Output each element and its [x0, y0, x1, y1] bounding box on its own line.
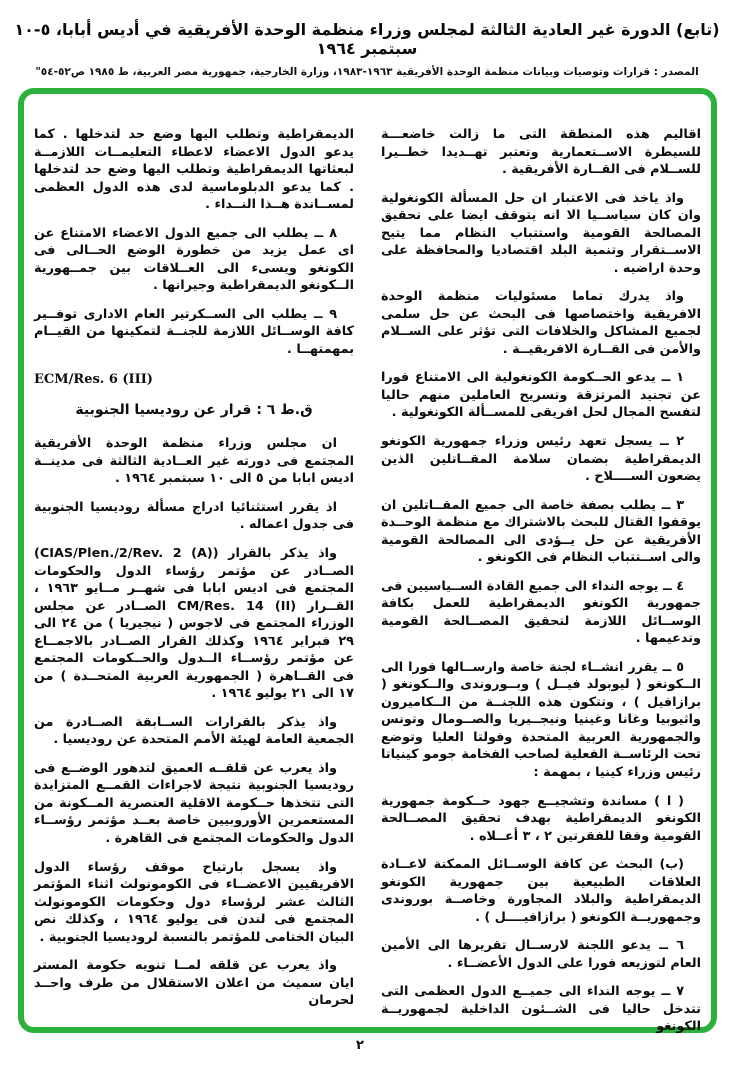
resolution-item-1: ١ ــ يدعو الحــكومة الكونغولية الى الامتناع فورا عن تجنيد المرتزقة وتسريح العاملين منهم حاليا لتفسح المجال لحل افريقى للمســألة الكونغولية . — [381, 370, 701, 421]
paragraph: اقاليم هذه المنطقة التى ما زالت خاضعـــة للسيطرة الاســتعمارية وتعتبر تهــديدا خطــيرا للســلام فى القــارة الأفريقية . — [381, 127, 701, 178]
paragraph: واذ يذكر بالقرار (CIAS/Plen./2/Rev. 2 (A)) الصــادر عن مؤتمر رؤساء الدول والحكومات المجتمع فى اديس ابابا فى شهــر مــايو ١٩٦٣ ، القــرار CM/Res. 14 (II) الصــادر عن مجلس الوزراء المجتمع فى لاجوس ( نيجيريا ) من ٢٤ الى ٢٩ فبراير ١٩٦٤ وكذلك القرار الصــادر بالاجمــاع عن مؤتمر رؤســاء الــدول والحــكومات المجتمع فى القــاهرة ( الجمهورية العربية المتحــدة ) من ١٧ الى ٢١ يوليو ١٩٦٤ . — [34, 546, 355, 702]
resolution-item-5: ٥ ــ يقرر انشــاء لجنة خاصة وارســالها فورا الى الــكونغو ( ليوبولد فيــل ) وبــوروندى والــكونغو ( برازافيل ) ، وتتكون هذه اللجنــة من الــكاميرون واثيوبيا وغانا وغينيا ونيجــيريا والصــومال وتونس والجمهورية العربية المتحدة وفولتا العليا وتوضع تحت الرئاســة الفعلية لصاحب الفخامة جومو كينياتا رئيس وزراء كينيا ، بمهمة : — [381, 659, 701, 780]
paragraph: ان مجلس وزراء منظمة الوحدة الأفريقية المجتمع فى دورته غير العــادية الثالثة فى مدينــة اديس ابابا من ٥ الى ١٠ سبتمبر ١٩٦٤ . — [34, 436, 354, 487]
page-number: ٢ — [356, 1038, 364, 1053]
paragraph: واذ ياخذ فى الاعتبار ان حل المسألة الكونغولية وان كان سياســيا الا انه يتوقف ايضا على تحقيق المصالحة القومية واستتباب النظام مما يتيح الاســتقرار وتنمية البلد اقتصاديا والمحافظة على وحدة اراضيه . — [381, 190, 701, 276]
column-left — [34, 126, 354, 1021]
column-right — [381, 126, 701, 1047]
resolution-item-9: ٩ ــ يطلب الى الســكرتير العام الادارى توفــير كافة الوســائل اللازمة للجنــة لتمكينها من القيــام بمهمتهــا . — [34, 306, 354, 357]
paragraph: واذ يعرب عن قلقــه العميق لتدهور الوضــع فى روديسيا الجنوبية نتيجة لاجراءات القمــع المتزايدة التى تتخذها حــكومة الاقلية العنصرية المــكونة من المستعمرين الأوروبيين خاصة بعــد مؤتمر رؤســاء الدول والحكومات المجتمع فى القاهرة . — [34, 760, 354, 846]
resolution-subitem-a: ( ا ) مساندة وتشجيــع جهود حــكومة جمهورية الكونغو الديمقراطية بهدف تحقيق المصــالحة القومية وفقا للفقرتين ٢ ، ٣ أعــلاه . — [381, 793, 701, 844]
paragraph: واذ يسجل بارتياح موقف رؤساء الدول الافريقيين الاعضــاء فى الكومونولث اثناء المؤتمر الثالث عشر لرؤساء دول وحكومات الكومونولث المجتمع فى لندن فى يوليو ١٩٦٤ ، وكذلك نص البيان الختامى للمؤتمر بالنسبة لروديسيا الجنوبية . — [34, 859, 354, 945]
page-title: (تابع) الدورة غير العادية الثالثة لمجلس وزراء منظمة الوحدة الأفريقية في أديس أبابا، ٥-١٠ سبتمبر ١٩٦٤ — [14, 20, 720, 58]
resolution-item-3: ٣ ــ يطلب بصفة خاصة الى جميع المقــاتلين ان يوقفوا القتال للبحث بالاشتراك مع منظمة الوحــدة الأفريقية عن حل يــؤدى الى المصالحة القومية والى اســتتباب النظام فى الكونغو . — [381, 497, 701, 566]
resolution-subitem-b: (ب) البحث عن كافة الوســائل الممكنة لاعــادة العلاقات الطبيعية بين جمهورية الكونغو الديمقراطية والبلاد المجاورة وخاصــة بوروندى وجمهوريــة الكونغو ( برازافيــــل ) . — [381, 857, 701, 925]
resolution-item-4: ٤ ــ يوجه النداء الى جميع القادة الســياسيين فى جمهورية الكونغو الديمقراطية للعمل بكافة الوســائل اللازمة لتحقيق المصــالحة القومية وتدعيمها . — [381, 578, 701, 647]
paragraph: الديمقراطية وتطلب اليها وضع حد لتدخلها . كما يدعو الدول الاعضاء لاعطاء التعليمــات اللازمــة لبعثاتها الديمقراطية وتطلب اليها وضع حد لتدخلها . كما يدعو الدبلوماسية لدى هذه الدول العظمى لمســاندة هــذا النــداء . — [34, 127, 354, 213]
resolution-ref-ecm: ECM/Res. 6 (III) — [34, 372, 153, 388]
paragraph: واذ يعرب عن قلقه لمــا تنويه حكومة المستر ايان سميث من اعلان الاستقلال من طرف واحــد لحرمان — [34, 958, 354, 1009]
paragraph: واذ يدرك تماما مسئوليات منظمة الوحدة الافريقية واختصاصها فى البحث عن حل سلمى لجميع المشاكل والخلافات التى تؤثر على الســلام والأمن فى القــارة الافريقيــة . — [381, 289, 701, 357]
resolution-item-2: ٢ ــ يسجل تعهد رئيس وزراء جمهورية الكونغو الديمقراطية بضمان سلامة المقــاتلين الذين يضعون الســــلاح . — [381, 433, 701, 485]
source-line: المصدر : قرارات وتوصيات وبيانات منظمة الوحدة الأفريقية ١٩٦٣-١٩٨٣، وزارة الخارجية، جمهورية مصر العربية، ط ١٩٨٥ ص٥٢-٥٤" — [35, 66, 699, 78]
resolution-item-8: ٨ ــ يطلب الى جميع الدول الاعضاء الامتناع عن اى عمل يزيد من خطورة الوضع الحــالى فى الكونغو ويسىء الى العــلاقات بين جمــهورية الــكونغو الديمقراطية وجيرانها . — [34, 225, 354, 294]
resolution-item-6: ٦ ــ يدعو اللجنة لارســال تقريرها الى الأمين العام لتوزيعه فورا على الدول الأعضــاء . — [381, 938, 701, 971]
paragraph: اذ يقرر استثنائيا ادراج مسألة روديسيا الجنوبية فى جدول اعماله . — [34, 499, 354, 533]
resolution-item-7: ٧ ــ يوجه النداء الى جميــع الدول العظمى التى تتدخل حاليا فى الشــئون الداخلية لجمهوريــة الكونغو — [381, 984, 701, 1035]
document-frame — [18, 88, 717, 1033]
paragraph: واذ يذكر بالقرارات الســابقة الصــادرة من الجمعية العامة لهيئة الأمم المتحدة عن روديسيا . — [34, 714, 354, 748]
page-header — [0, 20, 734, 78]
resolution-heading-rhodesia: ق.ط ٦ : قرار عن روديسيا الجنوبية — [75, 402, 313, 419]
